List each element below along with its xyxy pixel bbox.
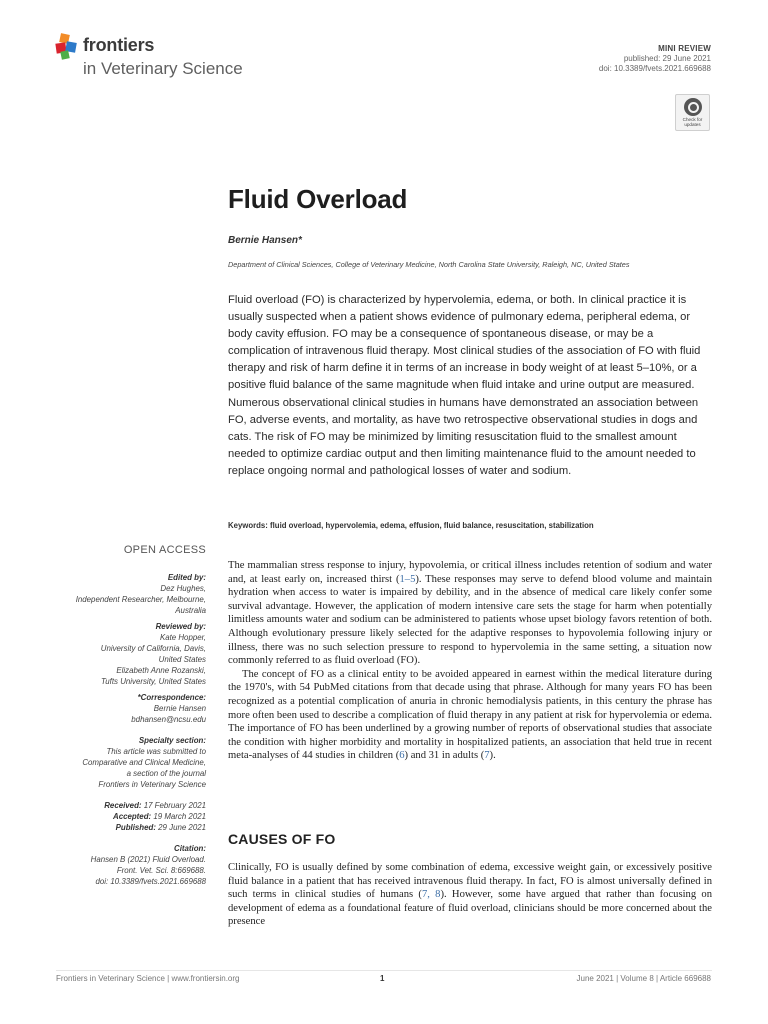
citation-line-2: Front. Vet. Sci. 8:669688. <box>116 866 206 875</box>
accepted-label: Accepted: <box>113 812 152 821</box>
correspondence-block <box>16 692 206 725</box>
editor-affiliation: Independent Researcher, Melbourne, <box>75 595 206 604</box>
published-date: published: 29 June 2021 <box>623 54 711 63</box>
reviewer-1-country: United States <box>158 655 206 664</box>
correspondence-label: *Correspondence: <box>137 693 206 702</box>
reviewer-2-affiliation: Tufts University, United States <box>101 677 206 686</box>
article-body <box>228 559 712 763</box>
keywords-list: fluid overload, hypervolemia, edema, effusion, fluid balance, resuscitation, stabilization <box>270 521 594 530</box>
open-access-label: OPEN ACCESS <box>123 544 206 556</box>
received-date <box>16 800 206 811</box>
published-date-side <box>16 822 206 833</box>
keywords <box>228 521 594 530</box>
author-name[interactable]: Bernie Hansen* <box>228 235 302 246</box>
accepted-value: 19 March 2021 <box>151 812 206 821</box>
citation-label: Citation: <box>174 844 206 853</box>
citation-line-1: Hansen B (2021) Fluid Overload. <box>90 855 206 864</box>
author-affiliation: Department of Clinical Sciences, College of Veterinary Medicine, North Carolina State University, Raleigh, NC, United States <box>228 260 630 269</box>
specialty-line-1: This article was submitted to <box>106 747 206 756</box>
editor-country: Australia <box>175 606 206 615</box>
edited-by-label: Edited by: <box>167 573 206 582</box>
journal-logo[interactable] <box>56 32 266 82</box>
check-for-updates-badge[interactable] <box>675 94 710 131</box>
body-text: Clinically, FO is usually defined by some combination of edema, excessive weight gain, or excessively positive fluid balance in a patient that has received intravenous fluid therapy. In fact, FO is almost universally defined in such terms in clinical studies of humans ( <box>228 862 712 901</box>
section-heading: CAUSES OF FO <box>228 831 336 847</box>
body-paragraph-2 <box>228 668 712 763</box>
reviewer-1-affiliation: University of California, Davis, <box>100 644 206 653</box>
reviewer-2-name[interactable]: Elizabeth Anne Rozanski, <box>116 666 206 675</box>
footer-divider <box>56 970 712 971</box>
footer-issue-info: June 2021 | Volume 8 | Article 669688 <box>576 974 711 983</box>
body-text: The mammalian stress response to injury, hypovolemia, or critical illness includes retention of sodium and water and, at least early on, increased thirst ( <box>228 560 712 585</box>
specialty-section-block <box>16 735 206 790</box>
specialty-line-2: Comparative and Clinical Medicine, <box>82 758 206 767</box>
citation-link[interactable]: 7 <box>484 750 490 762</box>
article-meta <box>599 44 711 73</box>
keywords-label: Keywords: <box>228 521 268 530</box>
reviewed-by-label: Reviewed by: <box>155 622 206 631</box>
crossmark-text-1: Check for <box>682 117 703 122</box>
reviewer-1-name[interactable]: Kate Hopper, <box>159 633 206 642</box>
article-type: MINI REVIEW <box>658 44 711 53</box>
article-body-section <box>228 861 712 929</box>
body-text: ). These responses may serve to defend blood volume and maintain hydration when access to water is impaired by debility, and in the absence of medical care likely confer some survival advantage. However, the application of modern intensive care sets the stage for harm when potentially limitless amounts water and sodium can be administered to patients whose upset biology favors retention of both. Although evolutionary pressure likely selected for the adaptive responses to hypovolemia following injury or illness, there was no such selection pressure to respond to hypervolemia in the same setting, a situation now commonly referred to as fluid overload (FO). <box>228 573 712 667</box>
specialty-line-4: Frontiers in Veterinary Science <box>98 780 206 789</box>
doi-link[interactable]: doi: 10.3389/fvets.2021.669688 <box>598 64 711 73</box>
specialty-line-3: a section of the journal <box>126 769 206 778</box>
citation-link[interactable]: 7, 8 <box>421 889 441 901</box>
published-value: 29 June 2021 <box>155 823 206 832</box>
received-label: Received: <box>104 801 142 810</box>
brand-name: frontiers <box>83 35 155 55</box>
citation-doi[interactable]: doi: 10.3389/fvets.2021.669688 <box>95 877 206 886</box>
body-text: ). However, some have argued that rather than focusing on development of edema as a foundational feature of fluid overload, clinicians should be more concerned about the presence <box>228 889 712 928</box>
correspondence-name: Bernie Hansen <box>153 704 206 713</box>
dates-block <box>16 800 206 833</box>
body-text: ) and 31 in adults ( <box>404 750 485 762</box>
article-sidebar <box>16 572 206 892</box>
article-title: Fluid Overload <box>228 184 408 214</box>
citation-block <box>16 843 206 887</box>
reviewed-by-block <box>16 621 206 687</box>
received-value: 17 February 2021 <box>141 801 206 810</box>
edited-by-block <box>16 572 206 616</box>
journal-name: in Veterinary Science <box>83 59 243 78</box>
frontiers-logo-icon <box>56 34 78 60</box>
citation-link[interactable]: 1–5 <box>399 573 416 585</box>
correspondence-email[interactable]: bdhansen@ncsu.edu <box>131 715 206 724</box>
accepted-date <box>16 811 206 822</box>
crossmark-text-2: updates <box>684 122 701 127</box>
page-number: 1 <box>380 974 385 983</box>
body-text: The concept of FO as a clinical entity to be avoided appeared in earnest within the medical literature during the 1970's, with 54 PubMed citations from that decade using that phrase. Although for many years FO has been recognized as a potential complication of anuria in chronic hemodialysis patients, in this century the phrase has more often been used to describe a complication of fluid therapy in any patient at risk for hypervolemia or edema. The importance of FO has been underlined by a growing number of reports of observational studies that associate the condition with higher morbidity and mortality in hospitalized patients, an association that held true in recent meta-analyses of 44 studies in children ( <box>228 668 712 762</box>
specialty-label: Specialty section: <box>138 736 206 745</box>
footer-journal-link[interactable]: Frontiers in Veterinary Science | www.frontiersin.org <box>56 974 240 983</box>
citation-link[interactable]: 6 <box>399 750 405 762</box>
abstract: Fluid overload (FO) is characterized by hypervolemia, edema, or both. In clinical practice it is usually suspected when a patient shows evidence of pulmonary edema, peripheral edema, or body cavity effusion. FO may be a consequence of spontaneous disease, or may be a complication of intravenous fluid therapy. Most clinical studies of the association of FO with fluid therapy and risk of harm define it in terms of an increase in body weight of at least 5–10%, or a positive fluid balance of the same magnitude when fluid intake and urine output are measured. Numerous observational clinical studies in humans have demonstrated an association between FO, adverse events, and mortality, as have two retrospective observational studies in dogs and cats. The risk of FO may be minimized by limiting resuscitation fluid to the smallest amount needed to optimize cardiac output and then limiting maintenance fluid to the amount needed to replace ongoing normal and pathological losses of water and sodium. <box>228 294 701 477</box>
crossmark-icon <box>684 98 702 116</box>
body-paragraph-1 <box>228 559 712 668</box>
editor-name[interactable]: Dez Hughes, <box>160 584 206 593</box>
body-paragraph-3 <box>228 861 712 929</box>
body-text: ). <box>489 750 496 762</box>
published-label: Published: <box>115 823 156 832</box>
